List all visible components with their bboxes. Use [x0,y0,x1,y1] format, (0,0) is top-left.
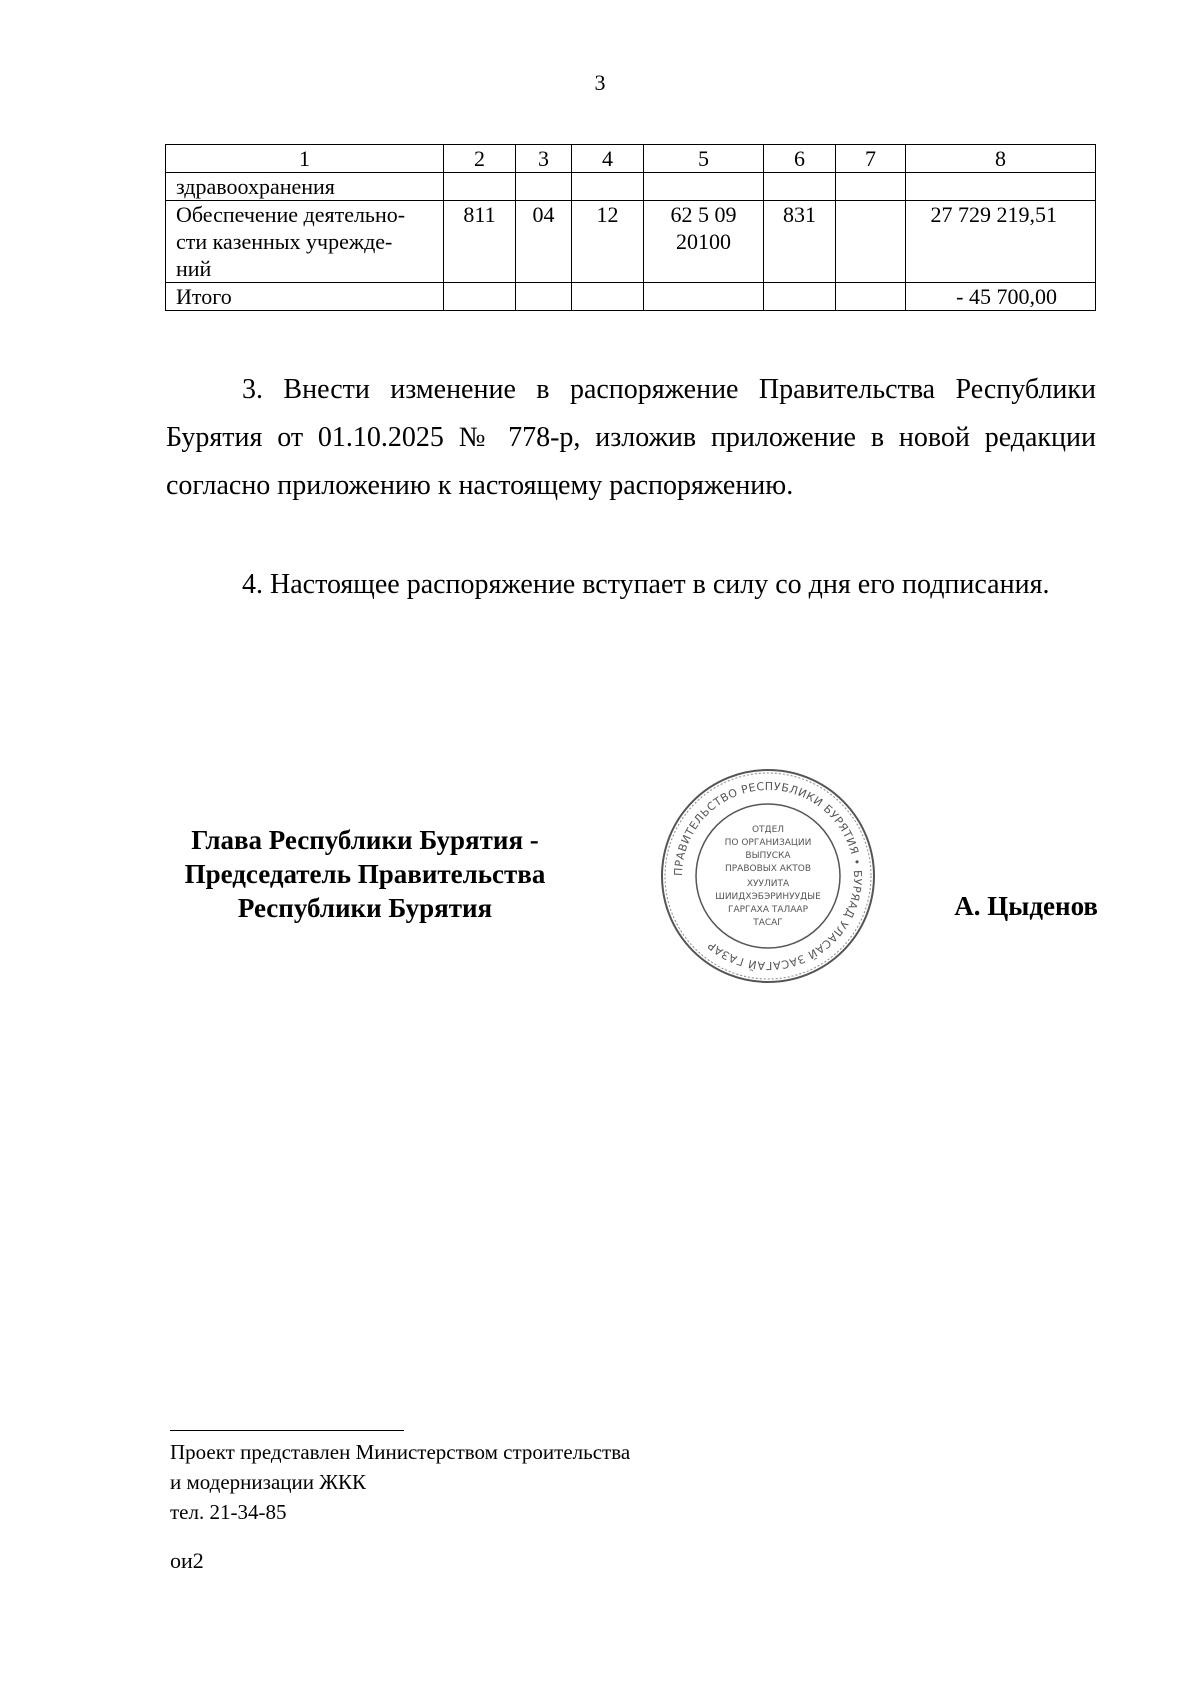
table-cell [572,173,644,201]
signatory-title [166,823,564,925]
table-cell: 62 5 09 20100 [644,201,764,283]
table-header-cell: 6 [764,145,836,173]
svg-text:ОТДЕЛ: ОТДЕЛ [751,825,785,835]
table-header-cell: 3 [516,145,572,173]
signatory-name: А. Цыденов [954,891,1098,921]
paragraph-3: 3. Внести изменение в распоряжение Правительства Республики Бурятия от 01.10.2025 № 778-р, изложив приложение в новой редакции согласно приложению к настоящему распоряжению. [166,374,1096,501]
table-header-cell: 4 [572,145,644,173]
page-number: 3 [594,70,606,95]
signatory-title-line: Председатель Правительства [184,859,546,889]
table-cell-amount: - 45 700,00 [906,283,1096,311]
official-seal [658,766,878,986]
table-cell: 04 [516,201,572,283]
footnote [170,1437,630,1527]
svg-text:ПО ОРГАНИЗАЦИИ: ПО ОРГАНИЗАЦИИ [724,838,812,848]
table-cell-amount: 27 729 219,51 [906,201,1096,283]
document-code: ои2 [170,1548,204,1573]
table-row-total [166,283,1096,311]
table-cell [764,173,836,201]
paragraph-4: 4. Настоящее распоряжение вступает в силу со дня его подписания. [242,569,1050,600]
signatory-title-line: Глава Республики Бурятия - [191,825,539,855]
table-header-cell: 8 [906,145,1096,173]
svg-text:ПРАВОВЫХ АКТОВ: ПРАВОВЫХ АКТОВ [724,864,812,874]
svg-text:ТАСАГ: ТАСАГ [753,918,783,928]
table-cell: 12 [572,201,644,283]
table-header-cell: 5 [644,145,764,173]
table-cell [444,283,516,311]
budget-table [165,144,1096,311]
table-cell: 831 [764,201,836,283]
table-cell [764,283,836,311]
table-header-cell: 2 [444,145,516,173]
table-cell [836,173,906,201]
table-cell-name: Обеспечение деятельно- сти казенных учрежде- ний [166,201,444,283]
seal-outer-text: ПРАВИТЕЛЬСТВО РЕСПУБЛИКИ БУРЯТИЯ • БУРЯАД УЛАСАЙ ЗАСАГАЙ ГАЗАР [671,779,865,973]
table-header-cell: 1 [166,145,444,173]
table-cell [444,173,516,201]
table-row [166,173,1096,201]
signatory-title-line: Республики Бурятия [237,893,493,923]
table-cell [836,201,906,283]
table-cell-name: здравоохранения [166,173,444,201]
svg-text:ВЫПУСКА: ВЫПУСКА [745,851,791,861]
table-cell [644,283,764,311]
table-cell [516,283,572,311]
svg-text:ХУУЛИТА: ХУУЛИТА [746,879,790,889]
table-cell [644,173,764,201]
seal-outer-ring [662,770,874,982]
table-cell [836,283,906,311]
svg-text:ГАРГАХА ТАЛААР: ГАРГАХА ТАЛААР [727,905,809,915]
table-cell-amount [906,173,1096,201]
footnote-line: Проект представлен Министерством строительства [170,1440,631,1464]
table-cell [572,283,644,311]
footnote-divider [170,1430,404,1431]
table-cell: 811 [444,201,516,283]
table-cell [516,173,572,201]
table-cell-name: Итого [166,283,444,311]
table-row [166,201,1096,283]
table-header-row [166,145,1096,173]
footnote-line: и модернизации ЖКК [170,1470,367,1494]
table-header-cell: 7 [836,145,906,173]
seal-inner-text [715,825,821,928]
svg-text:ШИИДХЭБЭРИНУУДЫЕ: ШИИДХЭБЭРИНУУДЫЕ [715,892,821,902]
footnote-line: тел. 21-34-85 [170,1500,287,1524]
